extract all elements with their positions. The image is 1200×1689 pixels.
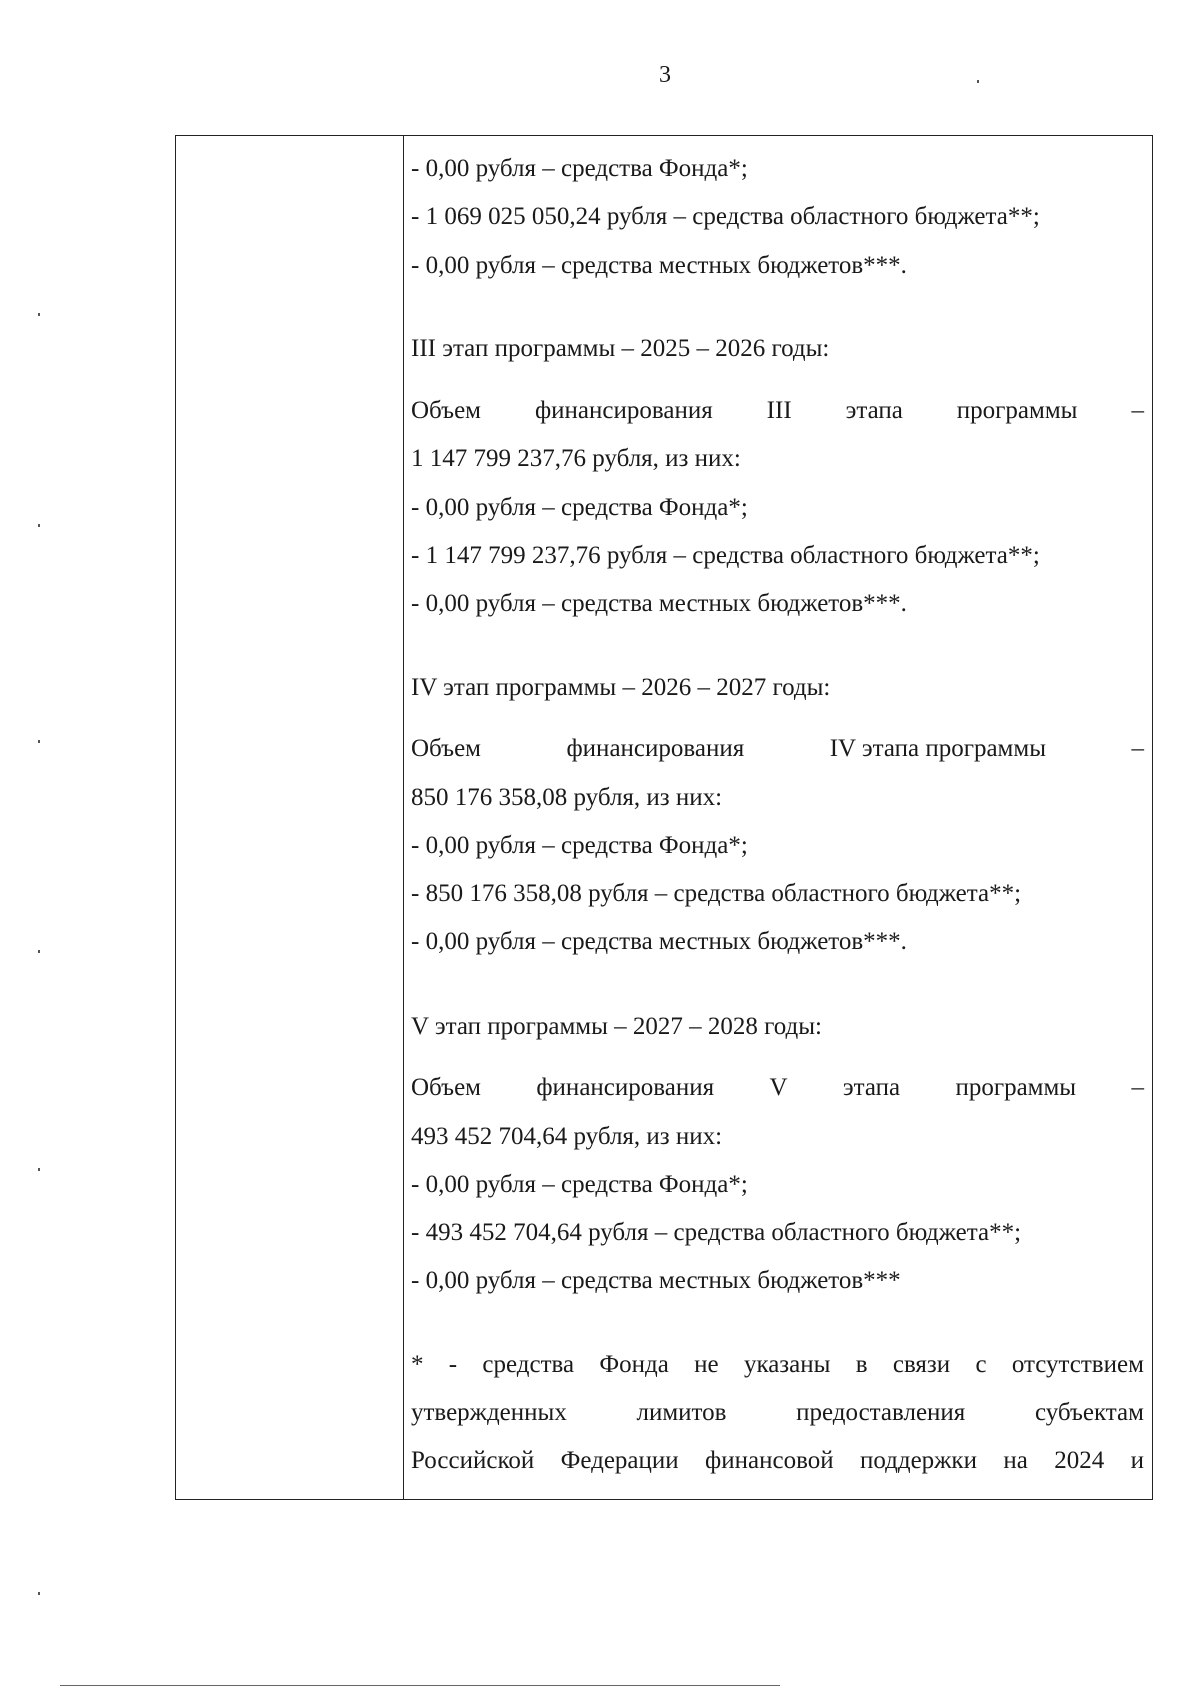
footnote-line-3 — [411, 1446, 1144, 1476]
stage3-fund-line: - 0,00 рубля – средства Фонда*; — [411, 494, 748, 521]
footnote-word: на — [1003, 1447, 1028, 1474]
scan-speck — [38, 313, 40, 316]
stage5-volume-line — [411, 1073, 1144, 1103]
footnote-word: средства — [482, 1351, 575, 1378]
volume-word: программы — [955, 1074, 1077, 1101]
footnote-word: отсутствием — [1011, 1351, 1144, 1378]
scan-speck — [38, 524, 40, 527]
footnote-word: * — [411, 1351, 424, 1378]
stage2-fund-line: - 0,00 рубля – средства Фонда*; — [411, 155, 748, 182]
stage2-regional-line: - 1 069 025 050,24 рубля – средства областного бюджета**; — [411, 203, 1040, 230]
footnote-word: 2024 — [1054, 1447, 1105, 1474]
volume-word: IV этапа программы — [829, 735, 1046, 762]
footnote-word: - — [448, 1351, 458, 1378]
stage4-fund-line: - 0,00 рубля – средства Фонда*; — [411, 832, 748, 859]
scan-speck — [977, 80, 979, 83]
scan-speck — [38, 1592, 40, 1595]
stage3-heading: III этап программы – 2025 – 2026 годы: — [411, 335, 830, 362]
volume-word: – — [1131, 397, 1144, 424]
footnote-word: лимитов — [636, 1399, 727, 1426]
volume-word: Объем — [411, 1074, 481, 1101]
volume-word: финансирования — [534, 397, 713, 424]
footnote-word: указаны — [743, 1351, 831, 1378]
volume-word: Объем — [411, 735, 481, 762]
volume-word: этапа — [845, 397, 903, 424]
volume-word: III — [766, 397, 792, 424]
stage5-heading: V этап программы – 2027 – 2028 годы: — [411, 1013, 822, 1040]
volume-word: – — [1131, 1074, 1144, 1101]
stage4-volume-line — [411, 734, 1144, 764]
footnote-word: Федерации — [560, 1447, 679, 1474]
stage4-regional-line: - 850 176 358,08 рубля – средства областного бюджета**; — [411, 880, 1022, 907]
bottom-rule — [60, 1685, 780, 1686]
stage4-heading: IV этап программы – 2026 – 2027 годы: — [411, 674, 831, 701]
stage4-local-line: - 0,00 рубля – средства местных бюджетов***. — [411, 928, 907, 955]
page-number: 3 — [659, 62, 671, 88]
scan-speck — [38, 1168, 40, 1171]
financing-table — [175, 135, 1153, 1500]
stage5-regional-line: - 493 452 704,64 рубля – средства областного бюджета**; — [411, 1219, 1022, 1246]
volume-word: этапа — [842, 1074, 901, 1101]
stage4-amount-line: 850 176 358,08 рубля, из них: — [411, 784, 723, 811]
stage5-local-line: - 0,00 рубля – средства местных бюджетов*** — [411, 1267, 901, 1294]
stage3-regional-line: - 1 147 799 237,76 рубля – средства областного бюджета**; — [411, 542, 1040, 569]
column-divider — [403, 136, 404, 1499]
footnote-line-1 — [411, 1350, 1144, 1380]
volume-word: финансирования — [566, 735, 745, 762]
footnote-word: не — [694, 1351, 719, 1378]
stage5-fund-line: - 0,00 рубля – средства Фонда*; — [411, 1171, 748, 1198]
footnote-word: финансовой — [705, 1447, 834, 1474]
scan-speck — [38, 740, 40, 743]
footnote-word: субъектам — [1034, 1399, 1144, 1426]
footnote-line-2 — [411, 1398, 1144, 1428]
footnote-word: утвержденных — [411, 1399, 567, 1426]
footnote-word: поддержки — [859, 1447, 977, 1474]
footnote-word: связи — [892, 1351, 951, 1378]
scan-speck — [38, 950, 40, 953]
volume-word: Объем — [411, 397, 481, 424]
stage3-amount-line: 1 147 799 237,76 рубля, из них: — [411, 445, 741, 472]
footnote-word: предоставления — [796, 1399, 966, 1426]
volume-word: программы — [956, 397, 1078, 424]
footnote-word: в — [855, 1351, 868, 1378]
footnote-word: Российской — [411, 1447, 535, 1474]
stage2-local-line: - 0,00 рубля – средства местных бюджетов***. — [411, 252, 907, 279]
volume-word: – — [1131, 735, 1144, 762]
stage3-volume-line — [411, 396, 1144, 426]
footnote-word: и — [1130, 1447, 1144, 1474]
stage3-local-line: - 0,00 рубля – средства местных бюджетов***. — [411, 590, 907, 617]
footnote-word: с — [975, 1351, 987, 1378]
footnote-word: Фонда — [599, 1351, 669, 1378]
volume-word: финансирования — [536, 1074, 715, 1101]
stage5-amount-line: 493 452 704,64 рубля, из них: — [411, 1123, 723, 1150]
volume-word: V — [769, 1074, 788, 1101]
